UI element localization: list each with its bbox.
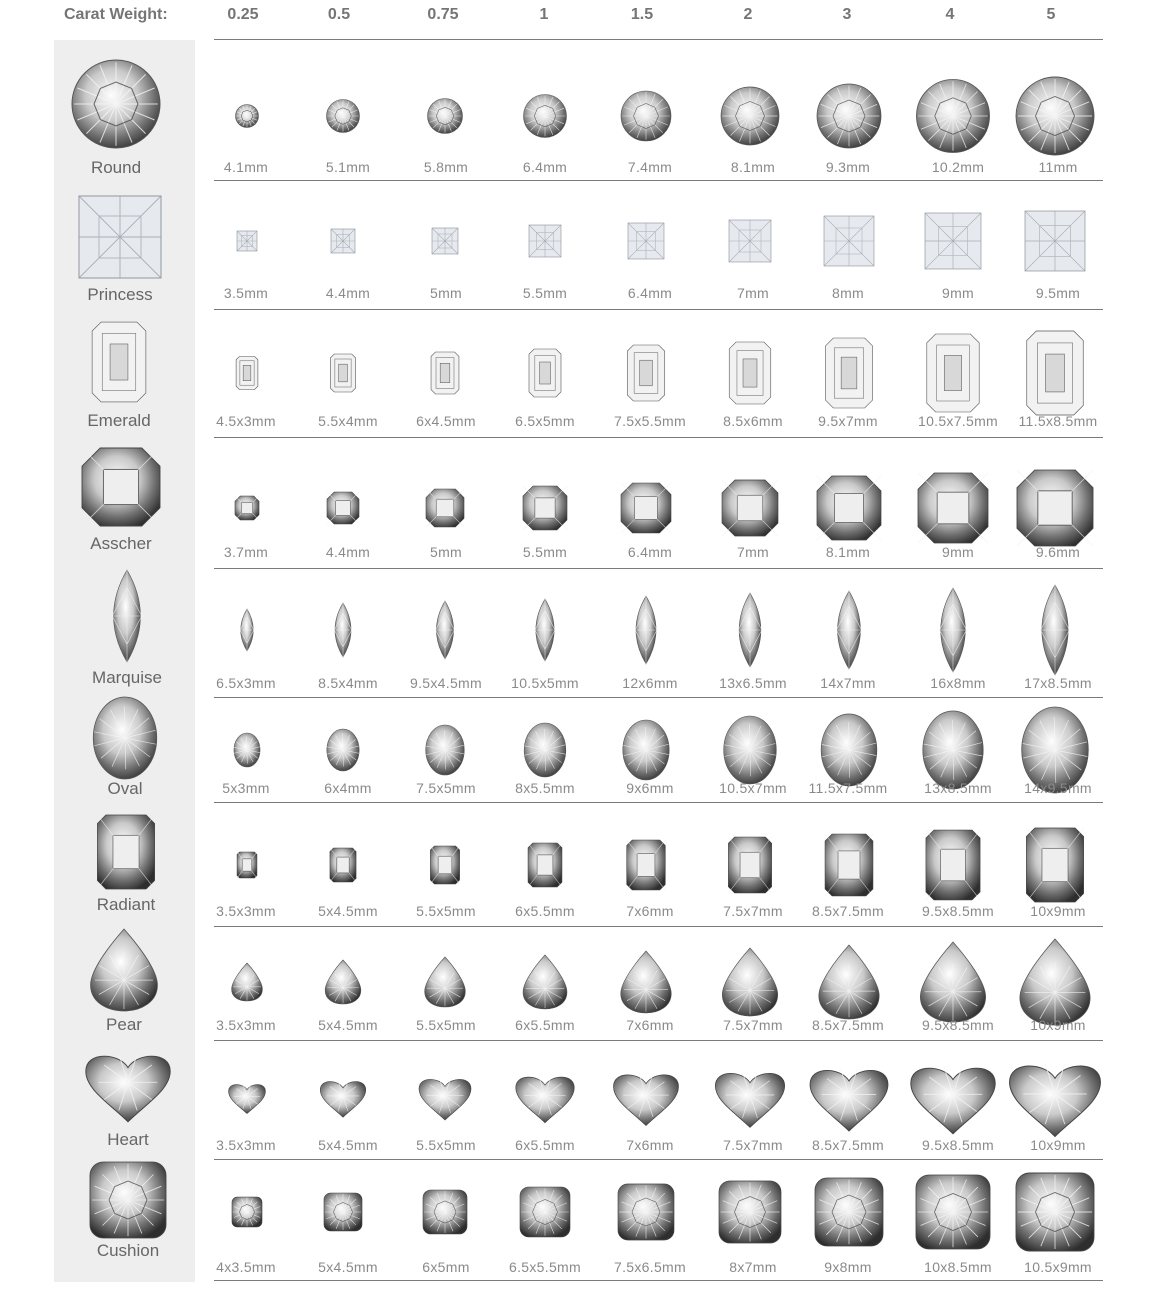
size-label: 5.5x4mm (318, 413, 378, 429)
oval-diamond-icon (92, 696, 158, 780)
carat-3: 3 (842, 6, 852, 23)
row-divider (214, 926, 1103, 927)
size-label: 4.1mm (223, 159, 269, 175)
size-label: 6.5x3mm (216, 675, 276, 691)
size-label: 5mm (429, 285, 463, 301)
pear-diamond-5ct-icon (1019, 938, 1091, 1026)
size-label: 6x5.5mm (515, 903, 575, 919)
cushion-diamond-0-5ct-icon (323, 1192, 363, 1232)
row-divider (214, 802, 1103, 803)
size-label: 7.5x7mm (723, 903, 783, 919)
size-label: 6x4.5mm (416, 413, 476, 429)
shape-name-pear: Pear (106, 1015, 142, 1034)
size-label: 7x6mm (626, 1017, 674, 1033)
size-label: 3.5x3mm (216, 1137, 276, 1153)
marquise-diamond-0-75ct-icon (429, 600, 460, 660)
size-label: 8mm (831, 285, 865, 301)
size-label: 14x9.5mm (1024, 780, 1092, 796)
row-divider (214, 1280, 1103, 1281)
emerald-diamond-5ct-icon (1026, 330, 1084, 416)
row-divider (214, 697, 1103, 698)
size-label: 4.5x3mm (216, 413, 276, 429)
size-label: 13x6.5mm (719, 675, 787, 691)
size-label: 3.5x3mm (216, 1017, 276, 1033)
heart-diamond-0-75ct-icon (418, 1075, 472, 1121)
carat-1-5: 1.5 (630, 6, 654, 23)
size-label: 16x8mm (930, 675, 986, 691)
shape-name-cushion: Cushion (96, 1241, 160, 1260)
size-label: 5.5x5mm (416, 903, 476, 919)
cushion-diamond-2ct-icon (718, 1180, 782, 1244)
size-label: 9x6mm (626, 780, 674, 796)
size-label: 10x8.5mm (924, 1259, 992, 1275)
size-label: 6.5x5.5mm (509, 1259, 581, 1275)
princess-diamond-1-5ct-icon (627, 222, 665, 260)
cushion-diamond-0-25ct-icon (231, 1196, 263, 1228)
size-label: 5x4.5mm (318, 903, 378, 919)
emerald-diamond-2ct-icon (728, 341, 772, 405)
size-label: 7.4mm (627, 159, 673, 175)
oval-diamond-2ct-icon (723, 715, 778, 785)
radiant-diamond-2ct-icon (727, 836, 772, 894)
round-diamond-0-25ct-icon (235, 104, 260, 129)
size-label: 10.5x7mm (719, 780, 787, 796)
princess-diamond-icon (78, 195, 162, 279)
size-label: 9.3mm (825, 159, 871, 175)
size-label: 5x4.5mm (318, 1017, 378, 1033)
size-label: 11mm (1038, 159, 1078, 175)
size-label: 13x8.5mm (924, 780, 992, 796)
emerald-diamond-4ct-icon (926, 333, 980, 413)
asscher-diamond-2ct-icon (721, 479, 779, 537)
size-label: 6.4mm (627, 285, 673, 301)
round-diamond-3ct-icon (816, 83, 882, 149)
princess-diamond-4ct-icon (924, 212, 982, 270)
pear-diamond-4ct-icon (919, 941, 986, 1023)
princess-diamond-3ct-icon (823, 215, 875, 267)
size-label: 7.5x5.5mm (614, 413, 686, 429)
asscher-diamond-4ct-icon (917, 472, 989, 544)
asscher-diamond-1ct-icon (522, 485, 568, 531)
size-label: 7mm (736, 544, 770, 560)
emerald-diamond-0-25ct-icon (235, 356, 259, 391)
size-label: 8.5x7.5mm (812, 1017, 884, 1033)
size-label: 8.5x4mm (318, 675, 378, 691)
size-label: 7mm (736, 285, 770, 301)
oval-diamond-1-5ct-icon (622, 719, 670, 781)
marquise-diamond-4ct-icon (931, 587, 976, 673)
size-label: 7.5x5mm (416, 780, 476, 796)
size-label: 6.4mm (522, 159, 568, 175)
size-label: 6.4mm (627, 544, 673, 560)
size-label: 9.5mm (1035, 285, 1081, 301)
carat-0-75: 0.75 (427, 6, 459, 23)
princess-diamond-0-75ct-icon (431, 227, 459, 255)
size-label: 4.4mm (325, 544, 371, 560)
size-label: 7x6mm (626, 1137, 674, 1153)
size-label: 5.5x5mm (416, 1137, 476, 1153)
marquise-diamond-0-5ct-icon (328, 602, 357, 658)
heart-diamond-3ct-icon (809, 1064, 889, 1132)
row-divider (214, 1040, 1103, 1041)
heart-diamond-5ct-icon (1009, 1058, 1102, 1137)
asscher-diamond-5ct-icon (1016, 469, 1094, 547)
size-label: 6x5.5mm (515, 1017, 575, 1033)
radiant-diamond-icon (96, 814, 155, 890)
oval-diamond-0-75ct-icon (425, 724, 466, 776)
round-diamond-0-75ct-icon (427, 98, 464, 135)
radiant-diamond-0-25ct-icon (236, 851, 258, 879)
round-diamond-0-5ct-icon (326, 99, 361, 134)
shape-name-princess: Princess (87, 285, 153, 304)
row-divider (214, 437, 1103, 438)
size-label: 7.5x7mm (723, 1137, 783, 1153)
carat-1: 1 (539, 6, 549, 23)
size-label: 8.1mm (825, 544, 871, 560)
heart-diamond-2ct-icon (714, 1068, 785, 1129)
size-label: 14x7mm (820, 675, 876, 691)
shape-name-asscher: Asscher (90, 534, 152, 553)
size-label: 5.5x5mm (416, 1017, 476, 1033)
size-label: 6x4mm (324, 780, 372, 796)
size-label: 8x5.5mm (515, 780, 575, 796)
size-label: 11.5x7.5mm (808, 780, 888, 796)
pear-diamond-3ct-icon (818, 944, 880, 1020)
pear-diamond-2ct-icon (721, 947, 778, 1017)
row-divider (214, 180, 1103, 181)
size-label: 5x3mm (222, 780, 270, 796)
carat-2: 2 (743, 6, 753, 23)
round-diamond-1ct-icon (523, 94, 568, 139)
radiant-diamond-0-75ct-icon (429, 845, 460, 885)
princess-diamond-0-25ct-icon (236, 230, 258, 252)
size-label: 10x9mm (1030, 903, 1086, 919)
size-label: 8.5x6mm (723, 413, 783, 429)
size-label: 5x4.5mm (318, 1137, 378, 1153)
size-label: 4x3.5mm (216, 1259, 276, 1275)
size-label: 10.2mm (931, 159, 985, 175)
round-diamond-icon (71, 59, 161, 149)
princess-diamond-5ct-icon (1024, 210, 1086, 272)
radiant-diamond-1ct-icon (527, 842, 563, 888)
size-label: 17x8.5mm (1024, 675, 1092, 691)
shape-name-oval: Oval (107, 779, 143, 798)
size-label: 9.5x8.5mm (922, 903, 994, 919)
size-label: 7.5x7mm (723, 1017, 783, 1033)
size-label: 10x9mm (1030, 1017, 1086, 1033)
size-label: 10x9mm (1030, 1137, 1086, 1153)
row-divider (214, 309, 1103, 310)
oval-diamond-4ct-icon (922, 710, 984, 790)
size-label: 7.5x6.5mm (614, 1259, 686, 1275)
cushion-diamond-icon (89, 1161, 167, 1239)
radiant-diamond-0-5ct-icon (329, 847, 357, 883)
size-label: 5.8mm (423, 159, 469, 175)
cushion-diamond-1-5ct-icon (617, 1183, 675, 1241)
radiant-diamond-3ct-icon (824, 833, 874, 897)
heart-diamond-4ct-icon (910, 1061, 996, 1135)
radiant-diamond-5ct-icon (1025, 827, 1084, 903)
emerald-diamond-1ct-icon (528, 348, 562, 398)
size-label: 9mm (941, 285, 975, 301)
shape-name-heart: Heart (107, 1130, 149, 1149)
cushion-diamond-3ct-icon (814, 1177, 884, 1247)
marquise-diamond-2ct-icon (730, 592, 770, 668)
marquise-diamond-1-5ct-icon (628, 595, 664, 665)
emerald-diamond-1-5ct-icon (626, 344, 665, 402)
emerald-diamond-0-5ct-icon (329, 353, 356, 393)
oval-diamond-0-25ct-icon (233, 732, 261, 768)
asscher-diamond-0-5ct-icon (326, 491, 360, 525)
heart-diamond-1-5ct-icon (613, 1069, 680, 1126)
emerald-diamond-3ct-icon (825, 337, 874, 409)
size-label: 10.5x9mm (1024, 1259, 1092, 1275)
cushion-diamond-4ct-icon (915, 1174, 991, 1250)
round-diamond-4ct-icon (916, 79, 991, 154)
size-label: 6x5.5mm (515, 1137, 575, 1153)
size-label: 9.5x8.5mm (922, 1137, 994, 1153)
size-label: 6.5x5mm (515, 413, 575, 429)
size-label: 7x6mm (626, 903, 674, 919)
size-label: 5x4.5mm (318, 1259, 378, 1275)
heart-diamond-0-25ct-icon (228, 1081, 267, 1114)
row-divider (214, 1159, 1103, 1160)
carat-0-5: 0.5 (327, 6, 351, 23)
heart-diamond-icon (85, 1049, 171, 1123)
princess-diamond-1ct-icon (528, 224, 562, 258)
asscher-diamond-icon (81, 447, 161, 527)
round-diamond-1-5ct-icon (620, 90, 672, 142)
shape-name-radiant: Radiant (96, 895, 156, 914)
size-label: 9mm (941, 544, 975, 560)
size-label: 9x8mm (824, 1259, 872, 1275)
oval-diamond-0-5ct-icon (326, 728, 360, 772)
carat-5: 5 (1046, 6, 1056, 23)
marquise-diamond-icon (103, 569, 152, 663)
size-label: 8x7mm (729, 1259, 777, 1275)
round-diamond-5ct-icon (1015, 76, 1095, 156)
size-label: 8.5x7.5mm (812, 903, 884, 919)
pear-diamond-0-25ct-icon (231, 962, 264, 1002)
radiant-diamond-1-5ct-icon (626, 839, 667, 891)
oval-diamond-3ct-icon (820, 713, 878, 787)
size-label: 5.1mm (325, 159, 371, 175)
cushion-diamond-0-75ct-icon (422, 1189, 468, 1235)
size-label: 9.5x4.5mm (410, 675, 482, 691)
carat-4: 4 (945, 6, 955, 23)
round-diamond-2ct-icon (720, 86, 780, 146)
size-label: 8.5x7.5mm (812, 1137, 884, 1153)
marquise-diamond-0-25ct-icon (236, 608, 259, 652)
heart-diamond-1ct-icon (515, 1072, 575, 1124)
radiant-diamond-4ct-icon (925, 829, 981, 901)
size-label: 3.5mm (223, 285, 269, 301)
pear-diamond-0-5ct-icon (324, 959, 362, 1005)
size-label: 10.5x7.5mm (917, 413, 999, 429)
size-label: 11.5x8.5mm (1018, 413, 1098, 429)
size-label: 9.5x8.5mm (922, 1017, 994, 1033)
size-label: 5.5mm (522, 285, 568, 301)
marquise-diamond-5ct-icon (1031, 584, 1079, 676)
size-label: 9.5x7mm (818, 413, 878, 429)
cushion-diamond-5ct-icon (1015, 1172, 1095, 1252)
pear-diamond-icon (90, 928, 159, 1012)
size-label: 4.4mm (325, 285, 371, 301)
pear-diamond-0-75ct-icon (424, 956, 467, 1008)
size-label: 10.5x5mm (511, 675, 579, 691)
heart-diamond-0-5ct-icon (319, 1078, 367, 1118)
size-label: 3.5x3mm (216, 903, 276, 919)
cushion-diamond-1ct-icon (519, 1186, 571, 1238)
shape-name-emerald: Emerald (87, 411, 151, 430)
princess-diamond-2ct-icon (728, 219, 772, 263)
asscher-diamond-1-5ct-icon (620, 482, 672, 534)
size-label: 5.5mm (522, 544, 568, 560)
asscher-diamond-0-25ct-icon (234, 495, 260, 521)
size-label: 5mm (429, 544, 463, 560)
size-label: 9.6mm (1035, 544, 1081, 560)
shape-name-round: Round (90, 158, 142, 177)
oval-diamond-1ct-icon (523, 722, 567, 778)
pear-diamond-1ct-icon (522, 954, 568, 1010)
marquise-diamond-3ct-icon (828, 590, 870, 670)
size-label: 12x6mm (622, 675, 678, 691)
row-divider (214, 39, 1103, 40)
shape-name-marquise: Marquise (92, 668, 162, 687)
princess-diamond-0-5ct-icon (330, 228, 356, 254)
row-divider (214, 568, 1103, 569)
asscher-diamond-3ct-icon (816, 475, 882, 541)
carat-0-25: 0.25 (227, 6, 259, 23)
size-label: 6x5mm (422, 1259, 470, 1275)
marquise-diamond-1ct-icon (528, 598, 561, 662)
size-label: 8.1mm (730, 159, 776, 175)
emerald-diamond-icon (91, 321, 147, 403)
carat-weight-title: Carat Weight: (64, 6, 168, 23)
pear-diamond-1-5ct-icon (620, 950, 672, 1014)
size-label: 3.7mm (223, 544, 269, 560)
asscher-diamond-0-75ct-icon (425, 488, 465, 528)
emerald-diamond-0-75ct-icon (430, 351, 460, 395)
